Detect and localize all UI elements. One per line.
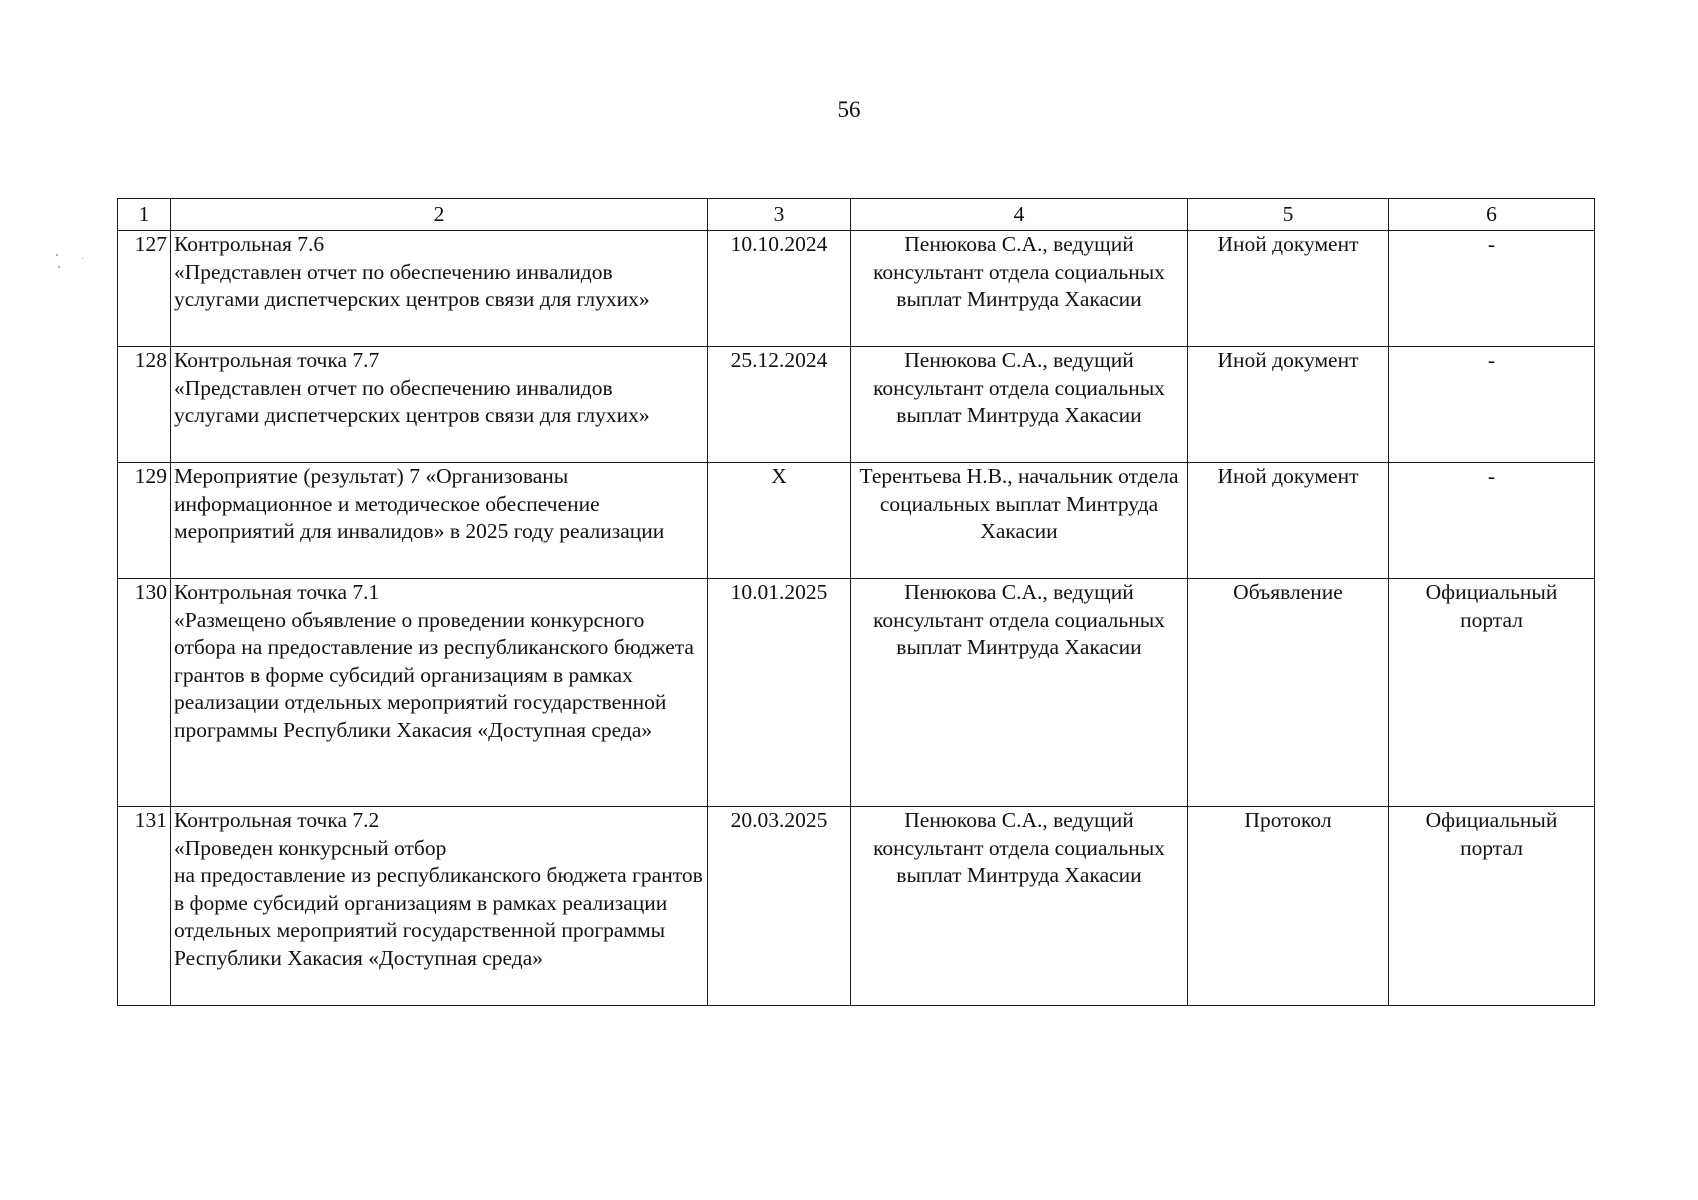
plan-table xyxy=(117,198,1595,1006)
row-document-cell: Иной документ xyxy=(1188,347,1389,463)
row-name-cell: Контрольная точка 7.2 «Проведен конкурсный отбор на предоставление из республиканского бюджета грантов в форме субсидий организациям в рамках реализации отдельных мероприятий государственной программы Республики Хакасия «Доступная среда» xyxy=(171,807,708,1006)
row-date-cell: 25.12.2024 xyxy=(708,347,851,463)
row-number-cell: 130 xyxy=(118,579,171,807)
row-name-cell: Контрольная точка 7.1 «Размещено объявление о проведении конкурсного отбора на предоставление из республиканского бюджета грантов в форме субсидий организациям в рамках реализации отдельных мероприятий государственной программы Республики Хакасия «Доступная среда» xyxy=(171,579,708,807)
row-document-cell: Протокол xyxy=(1188,807,1389,1006)
row-date-cell: 10.10.2024 xyxy=(708,231,851,347)
page-number: 56 xyxy=(837,97,861,122)
row-name-cell: Контрольная точка 7.7 «Представлен отчет по обеспечению инвалидов услугами диспетчерских центров связи для глухих» xyxy=(171,347,708,463)
row-source-cell: - xyxy=(1389,231,1595,347)
row-number-cell: 127 xyxy=(118,231,171,347)
row-responsible-cell: Пенюкова С.А., ведущий консультант отдела социальных выплат Минтруда Хакасии xyxy=(851,231,1188,347)
row-responsible-cell: Терентьева Н.В., начальник отдела социальных выплат Минтруда Хакасии xyxy=(851,463,1188,579)
column-header: 5 xyxy=(1188,199,1389,231)
table-row xyxy=(118,807,1595,1006)
row-source-cell: - xyxy=(1389,463,1595,579)
row-number-cell: 129 xyxy=(118,463,171,579)
row-document-cell: Объявление xyxy=(1188,579,1389,807)
table-row xyxy=(118,463,1595,579)
column-header: 2 xyxy=(171,199,708,231)
column-header: 1 xyxy=(118,199,171,231)
row-number-cell: 131 xyxy=(118,807,171,1006)
row-document-cell: Иной документ xyxy=(1188,231,1389,347)
table-row xyxy=(118,231,1595,347)
row-date-cell: 10.01.2025 xyxy=(708,579,851,807)
row-document-cell: Иной документ xyxy=(1188,463,1389,579)
column-header: 4 xyxy=(851,199,1188,231)
scan-specks xyxy=(52,248,92,308)
table-header-row xyxy=(118,199,1595,231)
row-source-cell: Официальный портал xyxy=(1389,807,1595,1006)
row-responsible-cell: Пенюкова С.А., ведущий консультант отдела социальных выплат Минтруда Хакасии xyxy=(851,579,1188,807)
row-name-cell: Мероприятие (результат) 7 «Организованы информационное и методическое обеспечение мероприятий для инвалидов» в 2025 году реализации xyxy=(171,463,708,579)
row-source-cell: Официальный портал xyxy=(1389,579,1595,807)
column-header: 6 xyxy=(1389,199,1595,231)
row-name-cell: Контрольная 7.6 «Представлен отчет по обеспечению инвалидов услугами диспетчерских центров связи для глухих» xyxy=(171,231,708,347)
row-date-cell: 20.03.2025 xyxy=(708,807,851,1006)
column-header: 3 xyxy=(708,199,851,231)
row-source-cell: - xyxy=(1389,347,1595,463)
table-row xyxy=(118,347,1595,463)
table-body xyxy=(118,231,1595,1006)
row-number-cell: 128 xyxy=(118,347,171,463)
row-responsible-cell: Пенюкова С.А., ведущий консультант отдела социальных выплат Минтруда Хакасии xyxy=(851,807,1188,1006)
row-date-cell: Х xyxy=(708,463,851,579)
table-row xyxy=(118,579,1595,807)
row-responsible-cell: Пенюкова С.А., ведущий консультант отдела социальных выплат Минтруда Хакасии xyxy=(851,347,1188,463)
